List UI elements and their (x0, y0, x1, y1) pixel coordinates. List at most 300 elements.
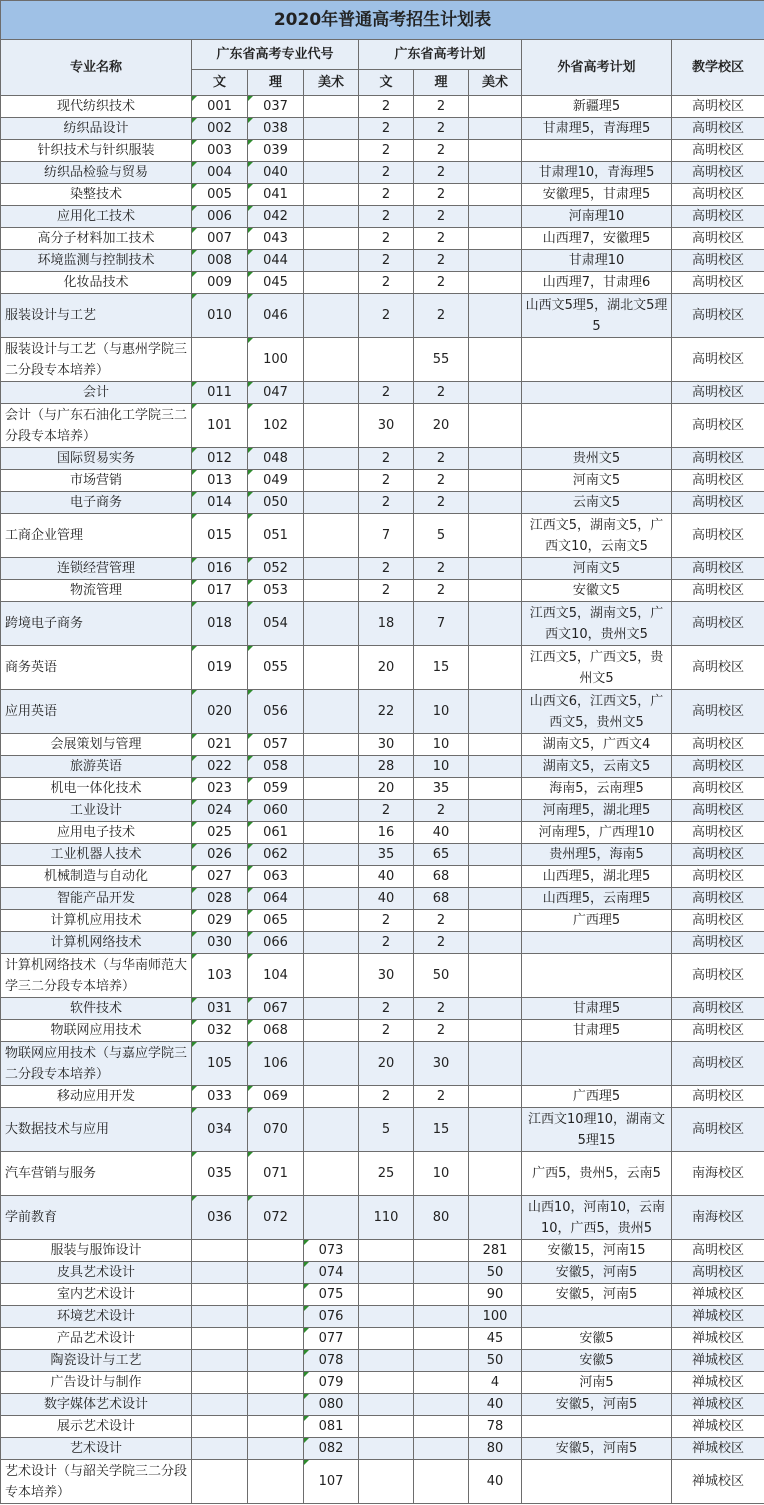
table-row (1, 184, 764, 206)
code-li-cell: 063 (248, 866, 304, 888)
major-name-cell: 化妆品技术 (1, 272, 192, 294)
plan-li-cell: 65 (414, 844, 469, 866)
other-province-plan-cell: 甘肃理5 (522, 998, 672, 1020)
plan-art-cell (469, 1196, 522, 1240)
code-art-cell (304, 932, 359, 954)
code-art-cell (304, 382, 359, 404)
plan-wen-cell: 2 (359, 118, 414, 140)
major-name-cell: 针织技术与针织服装 (1, 140, 192, 162)
other-province-plan-cell: 江西文5，湖南文5，广西文10，云南文5 (522, 514, 672, 558)
code-art-cell (304, 954, 359, 998)
plan-li-cell: 35 (414, 778, 469, 800)
plan-art-cell (469, 162, 522, 184)
plan-wen-cell: 2 (359, 140, 414, 162)
table-body (1, 96, 764, 1504)
other-province-plan-cell (522, 1460, 672, 1504)
code-li-cell: 068 (248, 1020, 304, 1042)
major-name-cell: 皮具艺术设计 (1, 1262, 192, 1284)
plan-li-cell: 2 (414, 162, 469, 184)
plan-art-cell (469, 1152, 522, 1196)
campus-cell: 高明校区 (672, 162, 764, 184)
table-row (1, 272, 764, 294)
major-name-cell: 商务英语 (1, 646, 192, 690)
code-art-cell (304, 448, 359, 470)
other-province-plan-cell: 广西5，贵州5，云南5 (522, 1152, 672, 1196)
code-wen-cell: 031 (192, 998, 248, 1020)
code-art-cell (304, 294, 359, 338)
code-art-cell: 076 (304, 1306, 359, 1328)
code-wen-cell (192, 1306, 248, 1328)
campus-cell: 禅城校区 (672, 1460, 764, 1504)
plan-art-cell: 50 (469, 1350, 522, 1372)
code-li-cell: 061 (248, 822, 304, 844)
other-province-plan-cell (522, 382, 672, 404)
plan-li-cell: 7 (414, 602, 469, 646)
code-wen-cell (192, 1438, 248, 1460)
campus-cell: 高明校区 (672, 338, 764, 382)
major-name-cell: 移动应用开发 (1, 1086, 192, 1108)
major-name-cell: 会展策划与管理 (1, 734, 192, 756)
major-name-cell: 艺术设计 (1, 1438, 192, 1460)
code-li-cell: 070 (248, 1108, 304, 1152)
plan-li-cell: 2 (414, 206, 469, 228)
other-province-plan-cell: 山西10，河南10，云南10，广西5，贵州5 (522, 1196, 672, 1240)
campus-cell: 禅城校区 (672, 1306, 764, 1328)
code-wen-cell (192, 1416, 248, 1438)
plan-li-cell: 2 (414, 558, 469, 580)
major-name-cell: 大数据技术与应用 (1, 1108, 192, 1152)
plan-art-cell (469, 646, 522, 690)
code-li-cell: 072 (248, 1196, 304, 1240)
table-row (1, 250, 764, 272)
plan-li-cell (414, 1306, 469, 1328)
plan-li-cell (414, 1460, 469, 1504)
plan-art-cell (469, 822, 522, 844)
code-li-cell: 102 (248, 404, 304, 448)
major-name-cell: 物联网应用技术 (1, 1020, 192, 1042)
other-province-plan-cell: 山西理7，安徽理5 (522, 228, 672, 250)
plan-wen-cell: 2 (359, 910, 414, 932)
campus-cell: 高明校区 (672, 1108, 764, 1152)
plan-wen-cell (359, 1416, 414, 1438)
campus-cell: 南海校区 (672, 1196, 764, 1240)
code-wen-cell: 007 (192, 228, 248, 250)
plan-li-cell: 2 (414, 448, 469, 470)
code-li-cell (248, 1306, 304, 1328)
other-province-plan-cell: 安徽5 (522, 1350, 672, 1372)
table-row (1, 910, 764, 932)
code-art-cell (304, 492, 359, 514)
plan-wen-cell: 2 (359, 580, 414, 602)
plan-wen-cell: 2 (359, 1086, 414, 1108)
code-wen-cell: 034 (192, 1108, 248, 1152)
plan-li-cell: 2 (414, 800, 469, 822)
code-li-cell: 042 (248, 206, 304, 228)
campus-cell: 禅城校区 (672, 1284, 764, 1306)
campus-cell: 禅城校区 (672, 1394, 764, 1416)
plan-li-cell (414, 1416, 469, 1438)
table-row (1, 1108, 764, 1152)
code-art-cell (304, 514, 359, 558)
code-art-cell: 077 (304, 1328, 359, 1350)
code-wen-cell (192, 1460, 248, 1504)
campus-cell: 高明校区 (672, 602, 764, 646)
plan-art-cell (469, 492, 522, 514)
plan-li-cell (414, 1394, 469, 1416)
plan-li-cell: 2 (414, 140, 469, 162)
plan-li-cell: 40 (414, 822, 469, 844)
other-province-plan-cell: 湖南文5，广西文4 (522, 734, 672, 756)
plan-li-cell (414, 1372, 469, 1394)
code-art-cell (304, 140, 359, 162)
code-li-cell (248, 1416, 304, 1438)
campus-cell: 高明校区 (672, 140, 764, 162)
plan-wen-cell (359, 1460, 414, 1504)
code-art-cell (304, 558, 359, 580)
plan-wen-cell: 35 (359, 844, 414, 866)
campus-cell: 南海校区 (672, 1152, 764, 1196)
major-name-cell: 计算机网络技术 (1, 932, 192, 954)
code-wen-cell: 033 (192, 1086, 248, 1108)
table-row (1, 998, 764, 1020)
plan-art-cell (469, 404, 522, 448)
plan-art-cell (469, 756, 522, 778)
major-name-cell: 会计 (1, 382, 192, 404)
plan-wen-cell: 16 (359, 822, 414, 844)
plan-li-cell: 2 (414, 580, 469, 602)
code-li-cell: 069 (248, 1086, 304, 1108)
plan-wen-cell: 20 (359, 646, 414, 690)
plan-art-cell (469, 294, 522, 338)
plan-li-cell: 2 (414, 184, 469, 206)
plan-art-cell: 281 (469, 1240, 522, 1262)
plan-li-cell: 2 (414, 470, 469, 492)
plan-wen-cell: 2 (359, 206, 414, 228)
plan-li-cell (414, 1284, 469, 1306)
other-province-plan-cell (522, 1042, 672, 1086)
plan-wen-cell: 2 (359, 250, 414, 272)
major-name-cell: 工业设计 (1, 800, 192, 822)
plan-art-cell: 40 (469, 1460, 522, 1504)
other-province-plan-cell: 江西文10理10，湖南文5理15 (522, 1108, 672, 1152)
other-province-plan-cell: 安徽5，河南5 (522, 1438, 672, 1460)
campus-cell: 高明校区 (672, 1020, 764, 1042)
code-li-cell (248, 1460, 304, 1504)
header-campus: 教学校区 (672, 40, 764, 96)
plan-li-cell: 2 (414, 910, 469, 932)
code-art-cell (304, 844, 359, 866)
plan-li-cell: 2 (414, 932, 469, 954)
code-li-cell: 062 (248, 844, 304, 866)
campus-cell: 高明校区 (672, 118, 764, 140)
plan-art-cell (469, 140, 522, 162)
plan-li-cell: 2 (414, 96, 469, 118)
plan-li-cell: 2 (414, 998, 469, 1020)
code-wen-cell: 011 (192, 382, 248, 404)
header-gd-plan: 广东省高考计划 (359, 40, 522, 70)
plan-art-cell (469, 1042, 522, 1086)
header-major: 专业名称 (1, 40, 192, 96)
campus-cell: 高明校区 (672, 844, 764, 866)
code-wen-cell: 025 (192, 822, 248, 844)
code-wen-cell: 005 (192, 184, 248, 206)
code-wen-cell: 022 (192, 756, 248, 778)
code-wen-cell: 035 (192, 1152, 248, 1196)
plan-wen-cell: 2 (359, 272, 414, 294)
other-province-plan-cell (522, 954, 672, 998)
other-province-plan-cell: 江西文5，湖南文5，广西文10，贵州文5 (522, 602, 672, 646)
other-province-plan-cell: 甘肃理10，青海理5 (522, 162, 672, 184)
campus-cell: 高明校区 (672, 250, 764, 272)
major-name-cell: 计算机网络技术（与华南师范大学三二分段专本培养） (1, 954, 192, 998)
code-li-cell: 045 (248, 272, 304, 294)
other-province-plan-cell: 山西理7，甘肃理6 (522, 272, 672, 294)
plan-art-cell (469, 800, 522, 822)
code-wen-cell: 036 (192, 1196, 248, 1240)
plan-wen-cell: 2 (359, 184, 414, 206)
plan-art-cell (469, 602, 522, 646)
plan-li-cell: 10 (414, 734, 469, 756)
code-li-cell: 057 (248, 734, 304, 756)
other-province-plan-cell (522, 404, 672, 448)
code-li-cell (248, 1372, 304, 1394)
table-row (1, 866, 764, 888)
code-wen-cell: 101 (192, 404, 248, 448)
other-province-plan-cell: 云南文5 (522, 492, 672, 514)
other-province-plan-cell: 山西理5，湖北理5 (522, 866, 672, 888)
plan-li-cell: 2 (414, 1086, 469, 1108)
plan-li-cell: 50 (414, 954, 469, 998)
plan-li-cell: 2 (414, 1020, 469, 1042)
code-wen-cell (192, 1328, 248, 1350)
code-art-cell (304, 470, 359, 492)
major-name-cell: 服装设计与工艺（与惠州学院三二分段专本培养） (1, 338, 192, 382)
plan-art-cell: 50 (469, 1262, 522, 1284)
plan-art-cell (469, 844, 522, 866)
table-row (1, 1196, 764, 1240)
table-row (1, 932, 764, 954)
table-row (1, 602, 764, 646)
other-province-plan-cell: 安徽理5，甘肃理5 (522, 184, 672, 206)
other-province-plan-cell: 河南文5 (522, 470, 672, 492)
table-row (1, 404, 764, 448)
other-province-plan-cell (522, 1306, 672, 1328)
header-code-wen: 文 (192, 70, 248, 96)
other-province-plan-cell: 安徽5，河南5 (522, 1262, 672, 1284)
campus-cell: 高明校区 (672, 910, 764, 932)
table-row (1, 646, 764, 690)
campus-cell: 高明校区 (672, 888, 764, 910)
major-name-cell: 电子商务 (1, 492, 192, 514)
campus-cell: 高明校区 (672, 690, 764, 734)
plan-wen-cell: 22 (359, 690, 414, 734)
header-code-li: 理 (248, 70, 304, 96)
plan-art-cell: 90 (469, 1284, 522, 1306)
major-name-cell: 艺术设计（与韶关学院三二分段专本培养） (1, 1460, 192, 1504)
major-name-cell: 纺织品检验与贸易 (1, 162, 192, 184)
campus-cell: 禅城校区 (672, 1328, 764, 1350)
plan-wen-cell: 30 (359, 954, 414, 998)
code-art-cell (304, 338, 359, 382)
code-art-cell: 079 (304, 1372, 359, 1394)
table-row (1, 448, 764, 470)
plan-wen-cell: 2 (359, 448, 414, 470)
code-art-cell: 080 (304, 1394, 359, 1416)
other-province-plan-cell: 甘肃理5，青海理5 (522, 118, 672, 140)
code-li-cell: 040 (248, 162, 304, 184)
plan-li-cell: 55 (414, 338, 469, 382)
campus-cell: 高明校区 (672, 1262, 764, 1284)
plan-art-cell (469, 338, 522, 382)
code-li-cell: 054 (248, 602, 304, 646)
plan-art-cell (469, 514, 522, 558)
code-wen-cell: 003 (192, 140, 248, 162)
code-art-cell (304, 800, 359, 822)
major-name-cell: 计算机应用技术 (1, 910, 192, 932)
table-row (1, 1372, 764, 1394)
plan-art-cell (469, 1086, 522, 1108)
plan-li-cell: 20 (414, 404, 469, 448)
code-wen-cell: 021 (192, 734, 248, 756)
code-li-cell (248, 1394, 304, 1416)
table-row (1, 1438, 764, 1460)
table-row (1, 1416, 764, 1438)
code-li-cell: 047 (248, 382, 304, 404)
code-wen-cell: 103 (192, 954, 248, 998)
code-art-cell (304, 404, 359, 448)
campus-cell: 高明校区 (672, 382, 764, 404)
code-wen-cell: 010 (192, 294, 248, 338)
plan-art-cell (469, 96, 522, 118)
code-wen-cell: 020 (192, 690, 248, 734)
campus-cell: 高明校区 (672, 514, 764, 558)
table-row (1, 690, 764, 734)
plan-art-cell (469, 228, 522, 250)
plan-art-cell (469, 910, 522, 932)
table-row (1, 96, 764, 118)
other-province-plan-cell: 安徽5，河南5 (522, 1284, 672, 1306)
plan-art-cell (469, 888, 522, 910)
campus-cell: 禅城校区 (672, 1438, 764, 1460)
major-name-cell: 工商企业管理 (1, 514, 192, 558)
code-li-cell: 071 (248, 1152, 304, 1196)
table-row (1, 800, 764, 822)
code-wen-cell (192, 1284, 248, 1306)
plan-art-cell (469, 690, 522, 734)
campus-cell: 高明校区 (672, 206, 764, 228)
plan-art-cell (469, 932, 522, 954)
major-name-cell: 展示艺术设计 (1, 1416, 192, 1438)
campus-cell: 高明校区 (672, 184, 764, 206)
code-li-cell (248, 1350, 304, 1372)
table-row (1, 294, 764, 338)
plan-li-cell: 2 (414, 382, 469, 404)
plan-art-cell (469, 778, 522, 800)
plan-art-cell: 45 (469, 1328, 522, 1350)
plan-wen-cell: 2 (359, 492, 414, 514)
code-art-cell (304, 888, 359, 910)
code-li-cell: 065 (248, 910, 304, 932)
code-li-cell: 064 (248, 888, 304, 910)
code-wen-cell (192, 1350, 248, 1372)
code-art-cell (304, 690, 359, 734)
code-wen-cell: 006 (192, 206, 248, 228)
code-art-cell (304, 228, 359, 250)
table-row (1, 206, 764, 228)
plan-li-cell: 30 (414, 1042, 469, 1086)
code-art-cell (304, 272, 359, 294)
code-wen-cell (192, 1262, 248, 1284)
plan-art-cell (469, 998, 522, 1020)
other-province-plan-cell: 甘肃理10 (522, 250, 672, 272)
plan-wen-cell (359, 1262, 414, 1284)
plan-li-cell: 68 (414, 888, 469, 910)
code-art-cell (304, 1196, 359, 1240)
plan-wen-cell: 2 (359, 998, 414, 1020)
major-name-cell: 服装与服饰设计 (1, 1240, 192, 1262)
plan-wen-cell: 110 (359, 1196, 414, 1240)
code-wen-cell: 008 (192, 250, 248, 272)
code-wen-cell (192, 1372, 248, 1394)
plan-li-cell: 2 (414, 118, 469, 140)
code-art-cell (304, 998, 359, 1020)
code-li-cell: 041 (248, 184, 304, 206)
plan-wen-cell: 40 (359, 888, 414, 910)
major-name-cell: 智能产品开发 (1, 888, 192, 910)
other-province-plan-cell: 安徽5，河南5 (522, 1394, 672, 1416)
campus-cell: 高明校区 (672, 954, 764, 998)
plan-wen-cell: 5 (359, 1108, 414, 1152)
code-art-cell (304, 778, 359, 800)
campus-cell: 高明校区 (672, 646, 764, 690)
code-li-cell: 037 (248, 96, 304, 118)
code-wen-cell: 012 (192, 448, 248, 470)
plan-li-cell: 80 (414, 1196, 469, 1240)
other-province-plan-cell: 新疆理5 (522, 96, 672, 118)
plan-wen-cell (359, 1438, 414, 1460)
code-li-cell: 067 (248, 998, 304, 1020)
major-name-cell: 应用电子技术 (1, 822, 192, 844)
code-art-cell (304, 1152, 359, 1196)
table-row (1, 140, 764, 162)
major-name-cell: 应用英语 (1, 690, 192, 734)
other-province-plan-cell: 安徽5 (522, 1328, 672, 1350)
code-art-cell (304, 1042, 359, 1086)
campus-cell: 高明校区 (672, 734, 764, 756)
other-province-plan-cell: 山西理5，云南理5 (522, 888, 672, 910)
major-name-cell: 物流管理 (1, 580, 192, 602)
code-li-cell: 050 (248, 492, 304, 514)
table-row (1, 844, 764, 866)
table-row (1, 954, 764, 998)
table-row (1, 162, 764, 184)
code-wen-cell: 004 (192, 162, 248, 184)
table-row (1, 888, 764, 910)
table-row (1, 338, 764, 382)
code-wen-cell (192, 338, 248, 382)
plan-wen-cell (359, 338, 414, 382)
table-row (1, 1306, 764, 1328)
code-art-cell (304, 910, 359, 932)
code-art-cell (304, 162, 359, 184)
major-name-cell: 环境艺术设计 (1, 1306, 192, 1328)
table-row (1, 492, 764, 514)
code-li-cell (248, 1262, 304, 1284)
plan-li-cell: 5 (414, 514, 469, 558)
header-plan-art: 美术 (469, 70, 522, 96)
header-gd-code: 广东省高考专业代号 (192, 40, 359, 70)
code-art-cell (304, 206, 359, 228)
